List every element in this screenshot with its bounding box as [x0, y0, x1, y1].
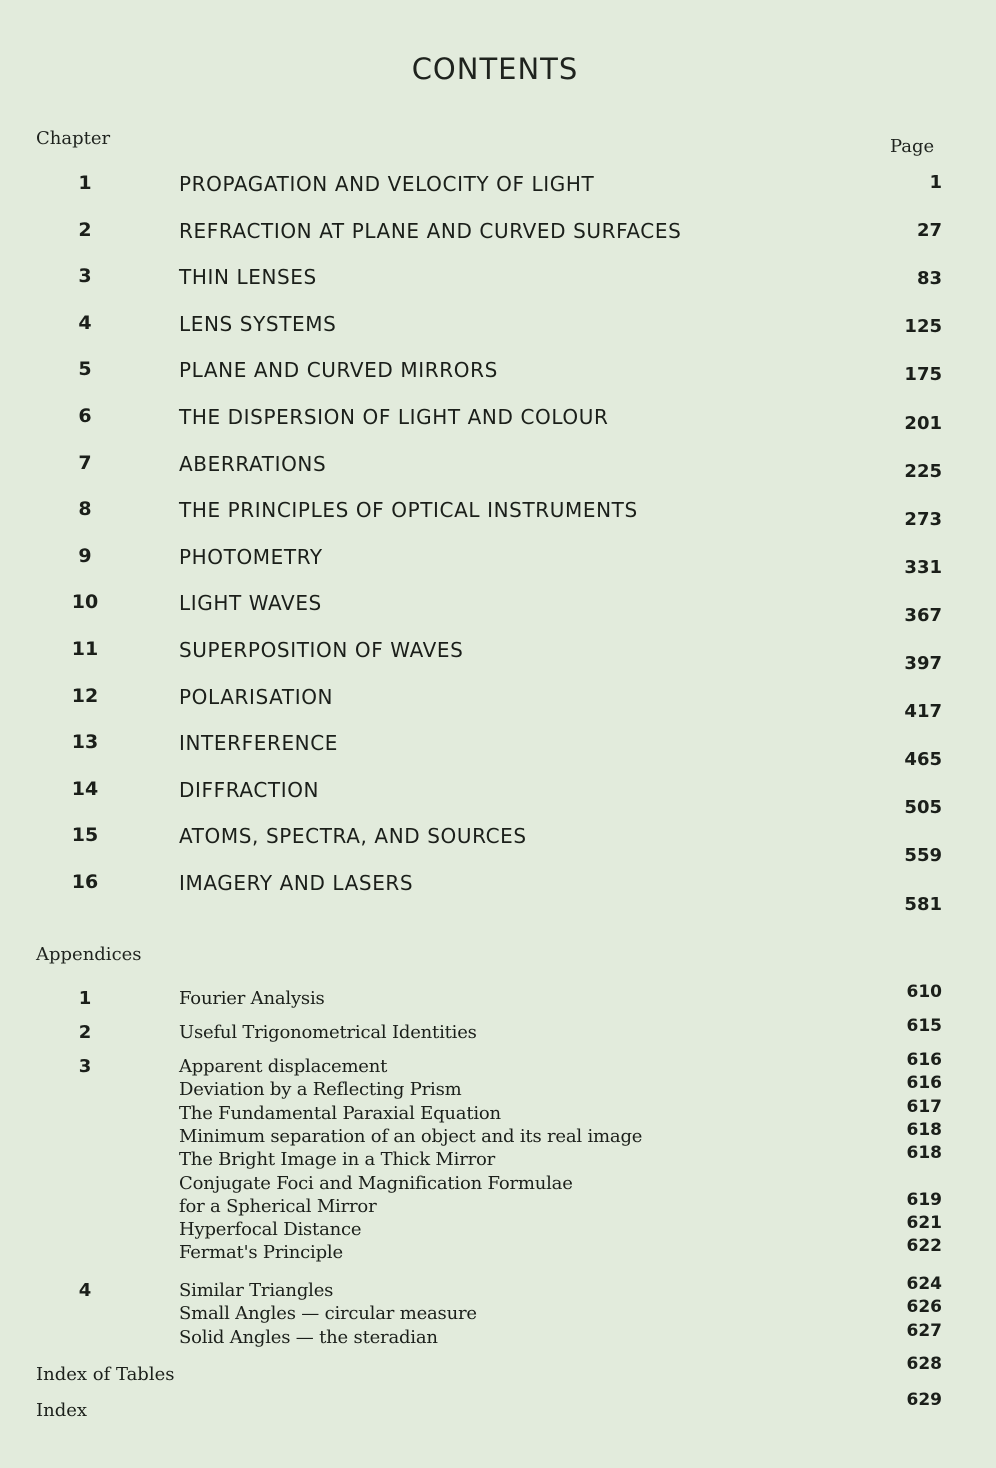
- chapter-title: REFRACTION AT PLANE AND CURVED SURFACES: [179, 218, 682, 243]
- appendix-entry-title: Small Angles — circular measure: [179, 1303, 477, 1325]
- chapter-row: [0, 498, 996, 528]
- chapter-row: [0, 452, 996, 482]
- appendices-label: Appendices: [36, 944, 142, 965]
- chapter-page: 27: [916, 220, 942, 242]
- chapter-number: 16: [71, 871, 99, 893]
- appendix-number: 4: [78, 1280, 92, 1301]
- appendix-entry-title: Similar Triangles: [179, 1280, 334, 1301]
- chapter-page: 1: [929, 172, 942, 193]
- chapter-row: [0, 544, 996, 578]
- chapter-title: PLANE AND CURVED MIRRORS: [179, 358, 498, 383]
- chapter-title: DIFFRACTION: [179, 777, 320, 802]
- appendix-entry-title: Minimum separation of an object and its real image: [179, 1125, 643, 1147]
- page-column-label: Page: [890, 136, 935, 157]
- chapter-number: 1: [78, 172, 92, 194]
- chapter-page: 225: [904, 460, 942, 482]
- chapter-row: [0, 219, 996, 249]
- chapter-column-label: Chapter: [36, 128, 111, 149]
- chapter-page: 367: [904, 604, 942, 626]
- chapter-row: [0, 824, 996, 867]
- chapter-page: 175: [904, 364, 942, 386]
- appendix-entry-page: 619: [906, 1189, 942, 1210]
- chapter-row: [0, 405, 996, 435]
- appendix-entry-title: Fourier Analysis: [179, 988, 325, 1009]
- chapter-number: 6: [78, 405, 92, 427]
- chapter-row: [0, 312, 996, 342]
- appendix-entry-title: Conjugate Foci and Magnification Formulae: [179, 1172, 573, 1194]
- chapter-page: 331: [904, 556, 942, 578]
- chapter-row: [0, 358, 996, 388]
- appendix-number: 2: [78, 1022, 92, 1043]
- end-matter-page: 629: [906, 1390, 942, 1410]
- chapter-number: 9: [78, 544, 92, 567]
- chapter-page: 83: [916, 268, 942, 290]
- chapter-page: 273: [904, 508, 942, 530]
- chapter-title: LIGHT WAVES: [179, 591, 322, 616]
- chapter-page: 505: [904, 797, 942, 819]
- chapter-number: 7: [78, 451, 92, 474]
- appendix-entry-title: Apparent displacement: [179, 1056, 388, 1077]
- chapter-row: [0, 777, 996, 819]
- appendix-entry-title: Solid Angles — the steradian: [179, 1326, 438, 1348]
- chapter-title: INTERFERENCE: [179, 731, 339, 756]
- appendix-entry-title: Hyperfocal Distance: [179, 1219, 362, 1241]
- appendix-entry-title: Fermat's Principle: [179, 1242, 343, 1264]
- appendix-entry-title: Useful Trigonometrical Identities: [179, 1022, 477, 1043]
- chapter-row: [0, 871, 996, 915]
- chapter-page: 201: [904, 412, 942, 434]
- chapter-number: 11: [71, 638, 99, 660]
- chapter-title: PROPAGATION AND VELOCITY OF LIGHT: [179, 172, 595, 196]
- chapter-title: PHOTOMETRY: [179, 544, 323, 569]
- end-matter-title: Index: [36, 1400, 88, 1421]
- page-title: CONTENTS: [411, 52, 579, 86]
- chapter-page: 465: [904, 749, 942, 771]
- chapter-title: THE DISPERSION OF LIGHT AND COLOUR: [179, 405, 609, 429]
- chapter-title: ABERRATIONS: [179, 451, 327, 476]
- chapter-title: THIN LENSES: [179, 265, 317, 290]
- chapter-title: ATOMS, SPECTRA, AND SOURCES: [179, 824, 527, 849]
- appendix-entry-title: for a Spherical Mirror: [179, 1195, 377, 1217]
- chapter-number: 4: [78, 311, 92, 334]
- appendix-entry-title: Deviation by a Reflecting Prism: [179, 1079, 462, 1101]
- chapter-row: [0, 591, 996, 626]
- appendix-entry-page: 618: [906, 1119, 942, 1140]
- end-matter-title: Index of Tables: [36, 1364, 175, 1385]
- appendix-entry-page: 617: [906, 1096, 942, 1117]
- appendix-entry-page: 624: [906, 1274, 942, 1294]
- appendix-entry-page: 627: [906, 1320, 942, 1341]
- chapter-title: IMAGERY AND LASERS: [179, 871, 414, 895]
- chapter-page: 581: [904, 893, 942, 915]
- chapter-number: 10: [71, 591, 99, 614]
- chapter-row: [0, 731, 996, 771]
- chapter-row: [0, 172, 996, 202]
- appendix-entry-title: The Bright Image in a Thick Mirror: [179, 1149, 496, 1171]
- appendix-entry-page: 616: [906, 1073, 942, 1094]
- appendix-entry-page: 616: [906, 1050, 942, 1070]
- chapter-page: 397: [904, 653, 942, 674]
- chapter-number: 2: [78, 218, 92, 241]
- chapter-row: [0, 638, 996, 674]
- appendix-entry-page: 615: [906, 1016, 942, 1036]
- appendix-entry-page: 610: [906, 982, 942, 1002]
- chapter-title: THE PRINCIPLES OF OPTICAL INSTRUMENTS: [179, 498, 638, 523]
- chapter-number: 13: [71, 731, 99, 754]
- appendix-entry-title: The Fundamental Paraxial Equation: [179, 1102, 501, 1124]
- chapter-page: 559: [904, 845, 942, 867]
- appendix-number: 3: [78, 1056, 92, 1077]
- chapter-number: 14: [71, 777, 99, 800]
- appendix-entry-page: 622: [906, 1236, 942, 1257]
- chapter-number: 5: [78, 358, 92, 381]
- chapter-page: 125: [904, 316, 942, 338]
- appendix-entry-page: 626: [906, 1297, 942, 1318]
- chapter-row: [0, 684, 996, 723]
- chapter-number: 12: [71, 684, 99, 707]
- end-matter-page: 628: [906, 1354, 942, 1374]
- appendix-entry-page: 618: [906, 1143, 942, 1164]
- chapter-title: POLARISATION: [179, 684, 334, 709]
- chapter-number: 15: [71, 824, 99, 847]
- chapter-number: 3: [78, 265, 92, 288]
- chapter-title: LENS SYSTEMS: [179, 311, 337, 336]
- appendix-entry-page: 621: [906, 1213, 942, 1234]
- chapter-page: 417: [904, 701, 942, 723]
- chapter-row: [0, 265, 996, 295]
- appendix-number: 1: [78, 988, 92, 1009]
- chapter-title: SUPERPOSITION OF WAVES: [179, 638, 464, 662]
- chapter-number: 8: [78, 498, 92, 521]
